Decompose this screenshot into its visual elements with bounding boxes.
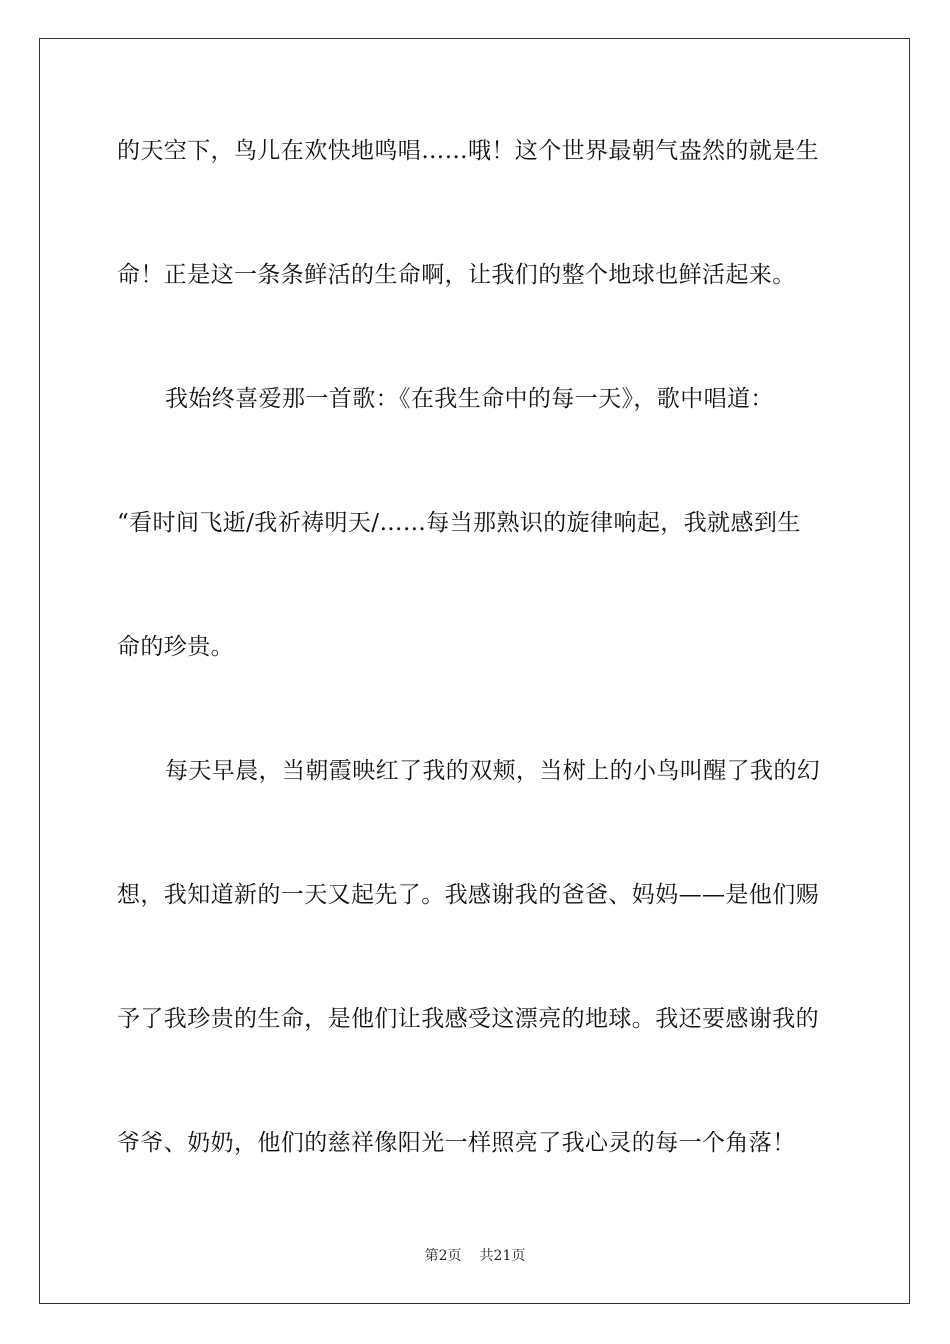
text-line-6: 每天早晨，当朝霞映红了我的双颊，当树上的小鸟叫醒了我的幻 <box>165 758 821 784</box>
text-line-4: “看时间飞逝/我祈祷明天/……每当那熟识的旋律响起，我就感到生 <box>117 510 801 536</box>
text-line-9: 爷爷、奶奶，他们的慈祥像阳光一样照亮了我心灵的每一个角落！ <box>117 1130 796 1156</box>
text-line-5: 命的珍贵。 <box>117 634 234 660</box>
text-line-1: 的天空下，鸟儿在欢快地鸣唱……哦！这个世界最朝气盎然的就是生 <box>117 138 819 164</box>
text-line-8: 予了我珍贵的生命，是他们让我感受这漂亮的地球。我还要感谢我的 <box>117 1006 819 1032</box>
page-number-current: 第2页 <box>424 1248 462 1264</box>
page-footer <box>0 1247 950 1265</box>
text-line-2: 命！正是这一条条鲜活的生命啊，让我们的整个地球也鲜活起来。 <box>117 262 796 288</box>
page-number-total: 共21页 <box>479 1248 526 1264</box>
page-frame <box>39 38 910 1304</box>
text-line-7: 想，我知道新的一天又起先了。我感谢我的爸爸、妈妈——是他们赐 <box>117 882 819 908</box>
text-line-3: 我始终喜爱那一首歌：《在我生命中的每一天》，歌中唱道： <box>165 386 774 412</box>
